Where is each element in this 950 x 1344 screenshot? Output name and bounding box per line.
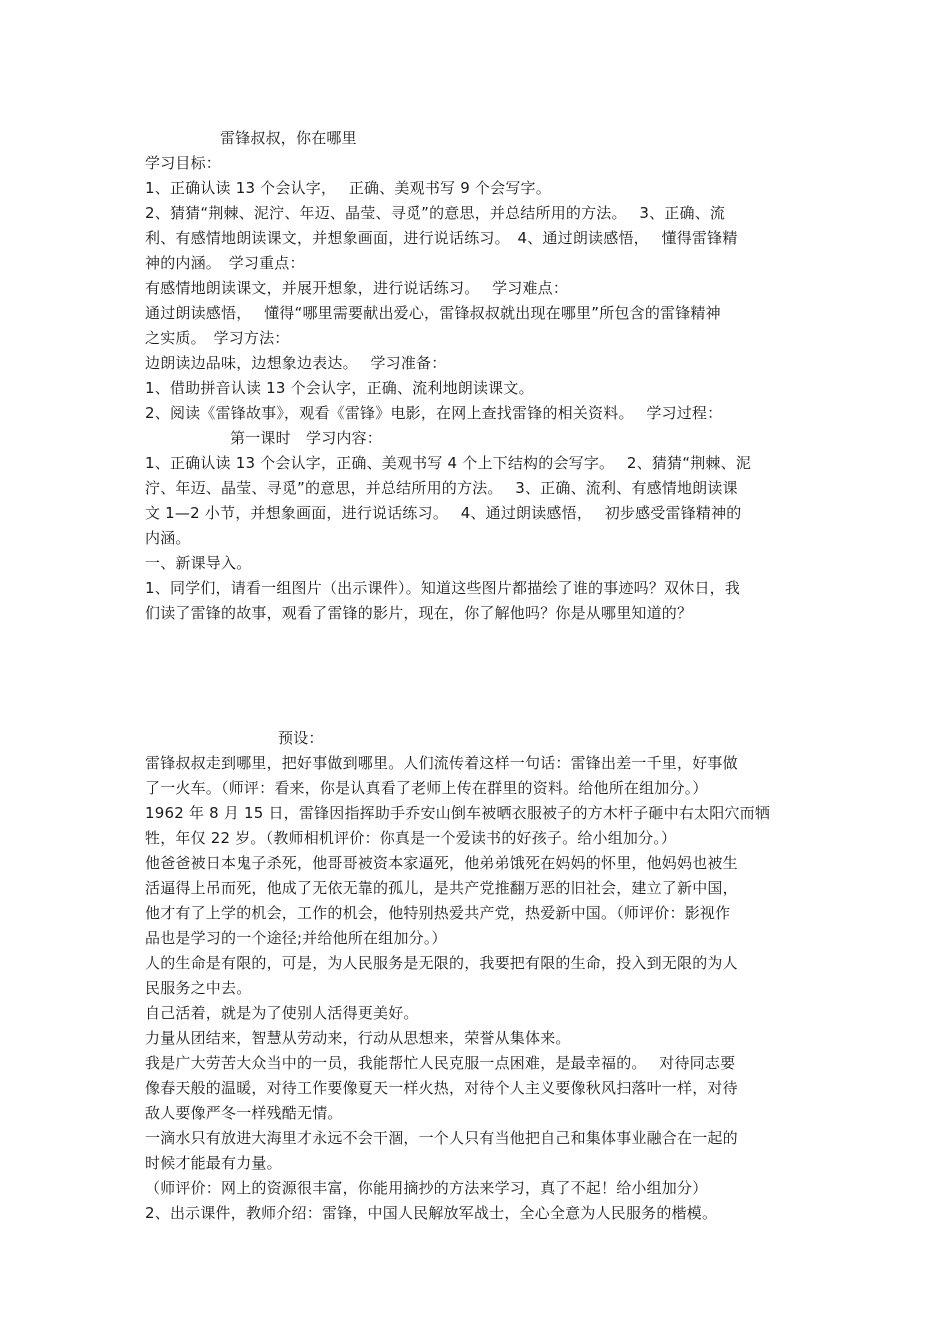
text-line: 有感情地朗读课文，并展开想象，进行说话练习。 学习难点： xyxy=(145,279,569,297)
text-line: 雷锋叔叔走到哪里，把好事做到哪里。人们流传着这样一句话：雷锋出差一千里，好事做 xyxy=(145,754,738,772)
text-line: 2、猜猜“荆棘、泥泞、年迈、晶莹、寻觅”的意思，并总结所用的方法。 3、正确、流 xyxy=(145,204,726,222)
text-line: 之实质。 学习方法： xyxy=(145,329,290,347)
text-line: 1962 年 8 月 15 日，雷锋因指挥助手乔安山倒车被晒衣服被子的方木杆子砸中右太阳穴而牺 xyxy=(145,804,771,822)
section-heading: 学习目标： xyxy=(145,154,222,172)
text-line: 我是广大劳苦大众当中的一员，我能帮忙人民克服一点困难，是最幸福的。 对待同志要 xyxy=(145,1054,736,1072)
text-line: 利、有感情地朗读课文，并想象画面，进行说话练习。 4、通过朗读感悟， 懂得雷锋精 xyxy=(145,229,738,247)
text-line: 们读了雷锋的故事，观看了雷锋的影片，现在，你了解他吗？你是从哪里知道的？ xyxy=(145,604,693,622)
text-line: 1、正确认读 13 个会认字， 正确、美观书写 9 个会写字。 xyxy=(145,179,551,197)
text-line: 1、同学们，请看一组图片（出示课件）。知道这些图片都描绘了谁的事迹吗？双休日，我 xyxy=(145,579,741,597)
text-line: 力量从团结来，智慧从劳动来，行动从思想来，荣誉从集体来。 xyxy=(145,1029,571,1047)
text-line: 了一火车。（师评：看来，你是认真看了老师上传在群里的资料。给他所在组加分。） xyxy=(145,779,708,797)
text-line: （师评价：网上的资源很丰富，你能用摘抄的方法来学习，真了不起！给小组加分） xyxy=(145,1179,708,1197)
text-line: 文 1—2 小节，并想象画面，进行说话练习。 4、通过朗读感悟， 初步感受雷锋精神的 xyxy=(145,504,742,522)
text-line: 牲，年仅 22 岁。（教师相机评价：你真是一个爱读书的好孩子。给小组加分。） xyxy=(145,829,677,847)
text-line: 活逼得上吊而死，他成了无依无靠的孤儿，是共产党推翻万恶的旧社会，建立了新中国， xyxy=(145,879,738,897)
preset-heading: 预设： xyxy=(278,729,324,747)
lesson-heading: 第一课时 学习内容： xyxy=(230,429,383,447)
document-title: 雷锋叔叔，你在哪里 xyxy=(220,129,357,147)
text-line: 1、正确认读 13 个会认字，正确、美观书写 4 个上下结构的会写字。 2、猜猜“荆棘、泥 xyxy=(145,454,752,472)
text-line: 通过朗读感悟， 懂得“哪里需要献出爱心，雷锋叔叔就出现在哪里”所包含的雷锋精神 xyxy=(145,304,721,322)
text-line: 他才有了上学的机会，工作的机会，他特别热爱共产党，热爱新中国。（师评价：影视作 xyxy=(145,904,731,922)
text-line: 边朗读边品味，边想象边表达。 学习准备： xyxy=(145,354,447,372)
text-line: 敌人要像严冬一样残酷无情。 xyxy=(145,1104,343,1122)
text-line: 自己活着，就是为了使别人活得更美好。 xyxy=(145,1004,419,1022)
text-line: 时候才能最有力量。 xyxy=(145,1154,282,1172)
text-line: 内涵。 xyxy=(145,529,191,547)
text-line: 品也是学习的一个途径;并给他所在组加分。） xyxy=(145,929,447,947)
text-line: 一滴水只有放进大海里才永远不会干涸，一个人只有当他把自己和集体事业融合在一起的 xyxy=(145,1129,738,1147)
text-line: 1、借助拼音认读 13 个会认字，正确、流利地朗读课文。 xyxy=(145,379,534,397)
section-heading: 一、新课导入。 xyxy=(145,554,252,572)
text-line: 2、阅读《雷锋故事》，观看《雷锋》电影，在网上查找雷锋的相关资料。 学习过程： xyxy=(145,404,723,422)
text-line: 像春天般的温暖，对待工作要像夏天一样火热，对待个人主义要像秋风扫落叶一样，对待 xyxy=(145,1079,738,1097)
text-line: 民服务之中去。 xyxy=(145,979,252,997)
text-line: 泞、年迈、晶莹、寻觅”的意思，并总结所用的方法。 3、正确、流利、有感情地朗读课 xyxy=(145,479,738,497)
text-line: 神的内涵。 学习重点： xyxy=(145,254,305,272)
text-line: 他爸爸被日本鬼子杀死，他哥哥被资本家逼死，他弟弟饿死在妈妈的怀里，他妈妈也被生 xyxy=(145,854,738,872)
text-line: 2、出示课件，教师介绍：雷锋，中国人民解放军战士，全心全意为人民服务的楷模。 xyxy=(145,1204,718,1222)
text-line: 人的生命是有限的，可是，为人民服务是无限的，我要把有限的生命，投入到无限的为人 xyxy=(145,954,738,972)
